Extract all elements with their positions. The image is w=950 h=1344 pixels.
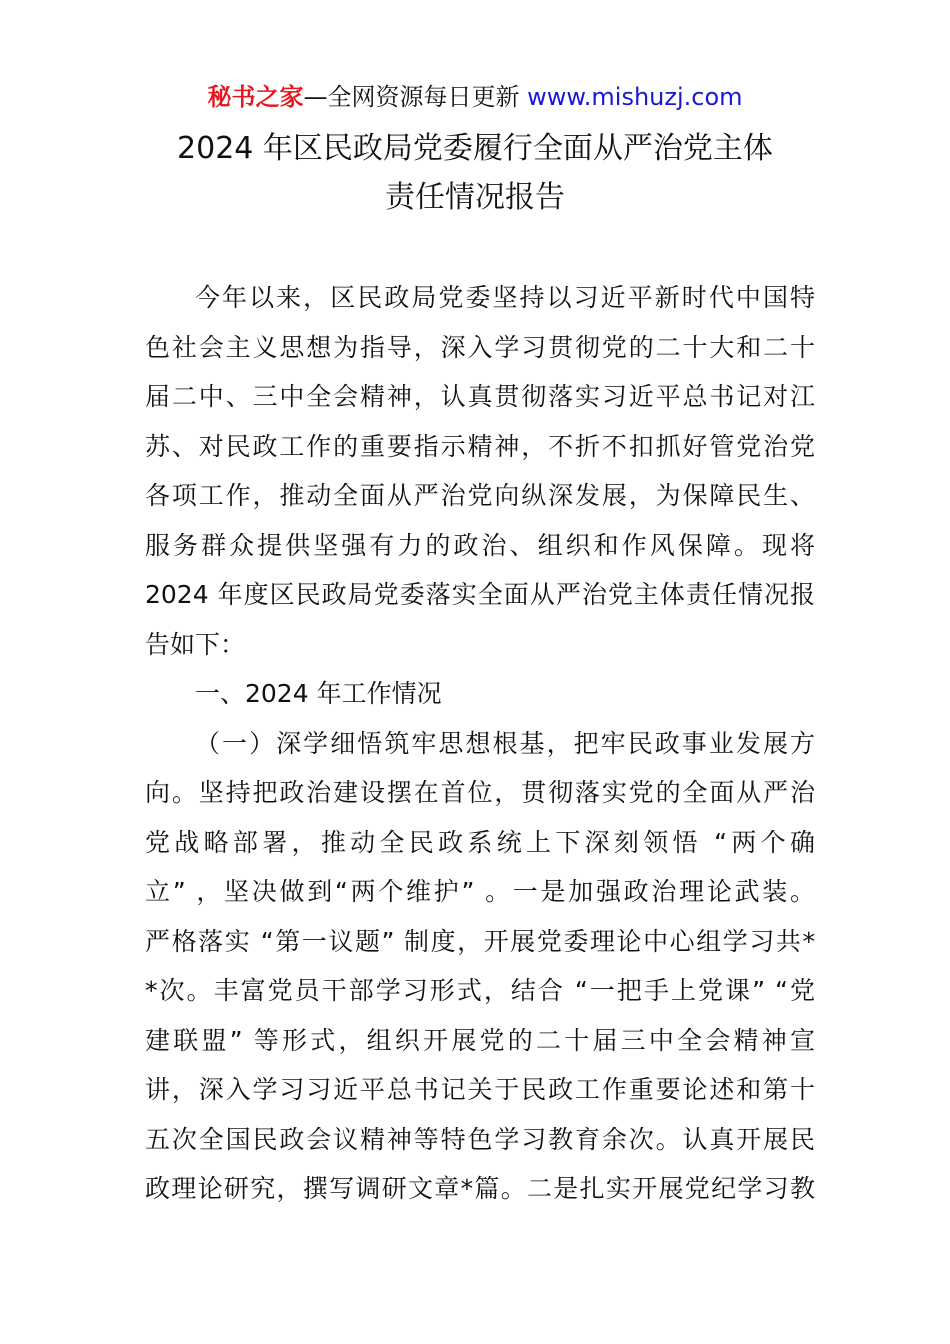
paragraph-2-line-5: 严格落实 “第一议题” 制度，开展党委理论中心组学习共* [145, 926, 815, 956]
paragraph-2-line-7: 建联盟” 等形式，组织开展党的二十届三中全会精神宣 [145, 1025, 815, 1055]
document-title [0, 124, 950, 222]
paragraph-2-line-4: 立” ，坚决做到“两个维护” 。一是加强政治理论武装。 [145, 877, 815, 906]
paragraph-2-line-3: 党战略部署，推动全民政系统上下深刻领悟 “两个确 [145, 827, 815, 857]
site-name: 秘书之家 [207, 83, 304, 111]
paragraph-2-line-9: 五次全国民政会议精神等特色学习教育余次。认真开展民 [145, 1124, 815, 1154]
paragraph-2-line-1: （一）深学细悟筑牢思想根基，把牢民政事业发展方 [195, 728, 815, 758]
paragraph-2-line-10: 政理论研究，撰写调研文章*篇。二是扎实开展党纪学习教 [145, 1174, 815, 1203]
paragraph-1-line-4: 苏、对民政工作的重要指示精神，不折不扣抓好管党治党 [145, 431, 815, 461]
paragraph-1-line-2: 色社会主义思想为指导，深入学习贯彻党的二十大和二十 [145, 332, 815, 362]
paragraph-2-line-2: 向。坚持把政治建设摆在首位，贯彻落实党的全面从严治 [145, 778, 815, 807]
paragraph-1-line-7: 2024 年度区民政局党委落实全面从严治党主体责任情况报 [145, 580, 815, 609]
title-line-2: 责任情况报告 [385, 180, 565, 215]
paragraph-1-line-1: 今年以来，区民政局党委坚持以习近平新时代中国特 [195, 283, 815, 312]
paragraph-1-line-5: 各项工作，推动全面从严治党向纵深发展，为保障民生、 [145, 481, 815, 510]
paragraph-2-line-8: 讲，深入学习习近平总书记关于民政工作重要论述和第十 [145, 1075, 815, 1104]
paragraph-1-line-8: 告如下： [145, 629, 246, 659]
paragraph-2-line-6: *次。丰富党员干部学习形式，结合 “一把手上党课” “党 [145, 976, 815, 1005]
site-tagline: —全网资源每日更新 [303, 83, 520, 111]
site-header [0, 80, 950, 114]
site-url-link[interactable]: www.mishuzj.com [527, 83, 743, 111]
title-line-1: 2024 年区民政局党委履行全面从严治党主体 [177, 131, 773, 166]
section-heading-1: 一、2024 年工作情况 [195, 679, 442, 708]
paragraph-1-line-3: 届二中、三中全会精神，认真贯彻落实习近平总书记对江 [145, 382, 815, 411]
document-body [145, 273, 815, 1214]
paragraph-1-line-6: 服务群众提供坚强有力的政治、组织和作风保障。现将 [145, 530, 815, 560]
